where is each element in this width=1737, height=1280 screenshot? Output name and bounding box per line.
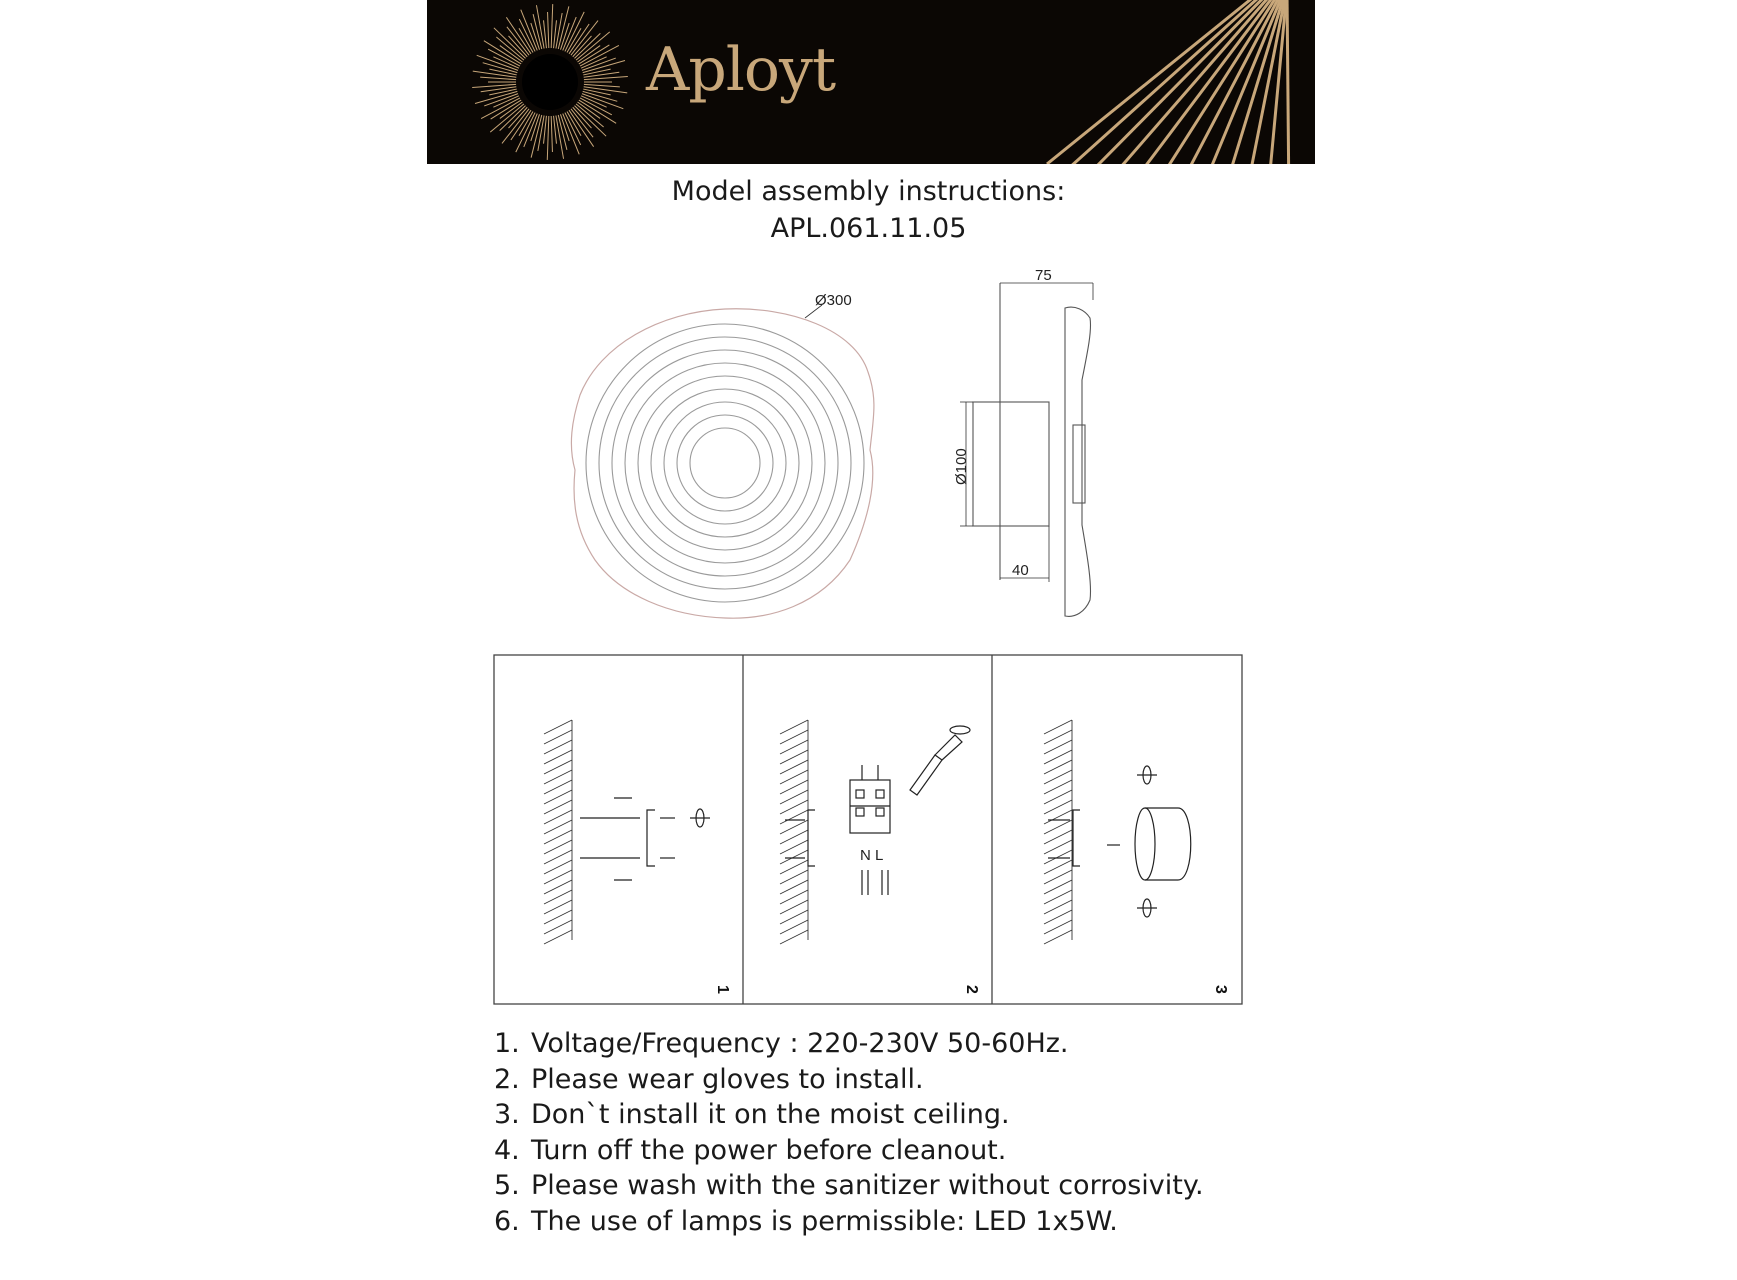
list-item: 5. Please wash with the sanitizer without corrosivity. [494,1170,1204,1201]
page-title: Model assembly instructions: [671,176,1066,207]
side-base-depth-label: 40 [1012,562,1029,579]
shade-hub [1073,425,1085,503]
panel-number-3: 3 [1212,985,1229,994]
concentric-rings [586,324,864,602]
front-diameter-label: Ø300 [815,292,852,309]
front-view [571,292,874,618]
side-depth-label: 75 [1035,267,1052,284]
list-item: 6. The use of lamps is permissible: LED 1x5W. [494,1205,1118,1237]
terminal-label: N L [860,847,884,864]
assembly-panels [494,655,1242,1004]
instruction-notes [494,1026,1204,1239]
panel-number-1: 1 [714,985,731,994]
panels-frame [494,655,1242,1004]
brand-logo-text: Aployt [646,35,836,105]
list-item: 3. Don`t install it on the moist ceiling. [494,1099,1010,1130]
shade-profile [1065,307,1091,616]
screwdriver-icon [910,755,942,795]
panel-1-illustration [580,798,710,880]
canopy-base [973,402,1049,526]
model-number: APL.061.11.05 [770,213,967,244]
side-base-diameter-label: Ø100 [953,448,970,485]
list-item: 1. Voltage/Frequency : 220-230V 50-60Hz. [494,1028,1069,1059]
list-item: 2. Please wear gloves to install. [494,1063,924,1095]
lamp-outline [571,309,874,618]
panel-number-2: 2 [963,985,980,994]
panel-2-illustration [785,726,970,895]
list-item: 4. Turn off the power before cleanout. [494,1134,1007,1166]
